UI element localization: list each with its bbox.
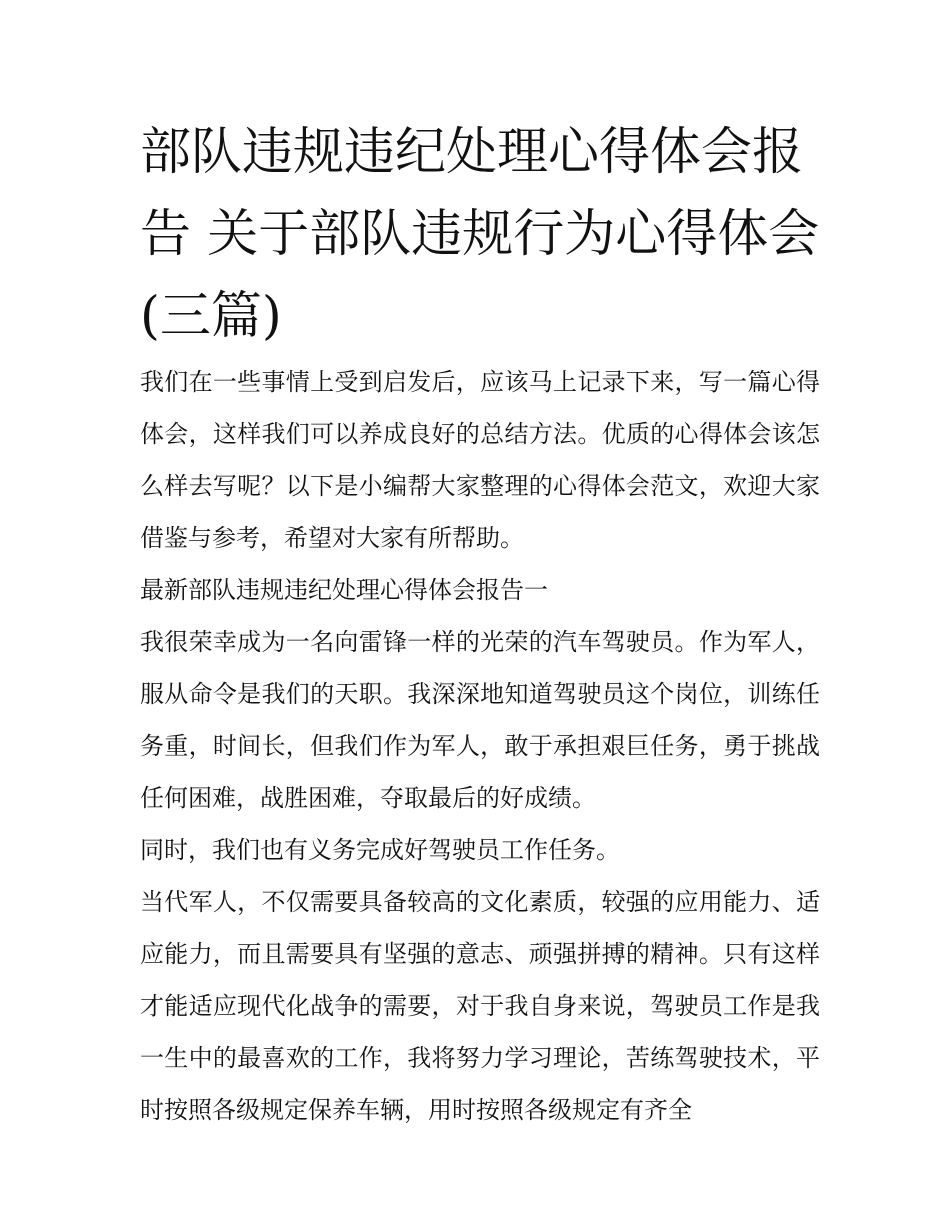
body-paragraph: 同时，我们也有义务完成好驾驶员工作任务。 [140,836,620,864]
document-body [140,356,820,1136]
document-title: 部队违规违纪处理心得体会报告 关于部队违规行为心得体会(三篇) [140,123,820,346]
section-heading: 最新部队违规违纪处理心得体会报告一 [140,576,548,604]
intro-paragraph: 我们在一些事情上受到启发后，应该马上记录下来，写一篇心得体会，这样我们可以养成良好的总结方法。优质的心得体会该怎么样去写呢？以下是小编帮大家整理的心得体会范文，欢迎大家借鉴与参考，希望对大家有所帮助。 [140,368,820,552]
body-paragraph: 我很荣幸成为一名向雷锋一样的光荣的汽车驾驶员。作为军人，服从命令是我们的天职。我深深地知道驾驶员这个岗位，训练任务重，时间长，但我们作为军人，敢于承担艰巨任务，勇于挑战任何困难，战胜困难，夺取最后的好成绩。 [140,628,820,812]
body-paragraph: 当代军人，不仅需要具备较高的文化素质，较强的应用能力、适应能力，而且需要具有坚强的意志、顽强拼搏的精神。只有这样才能适应现代化战争的需要，对于我自身来说，驾驶员工作是我一生中的最喜欢的工作，我将努力学习理论，苦练驾驶技术，平时按照各级规定保养车辆，用时按照各级规定有齐全 [140,888,820,1124]
